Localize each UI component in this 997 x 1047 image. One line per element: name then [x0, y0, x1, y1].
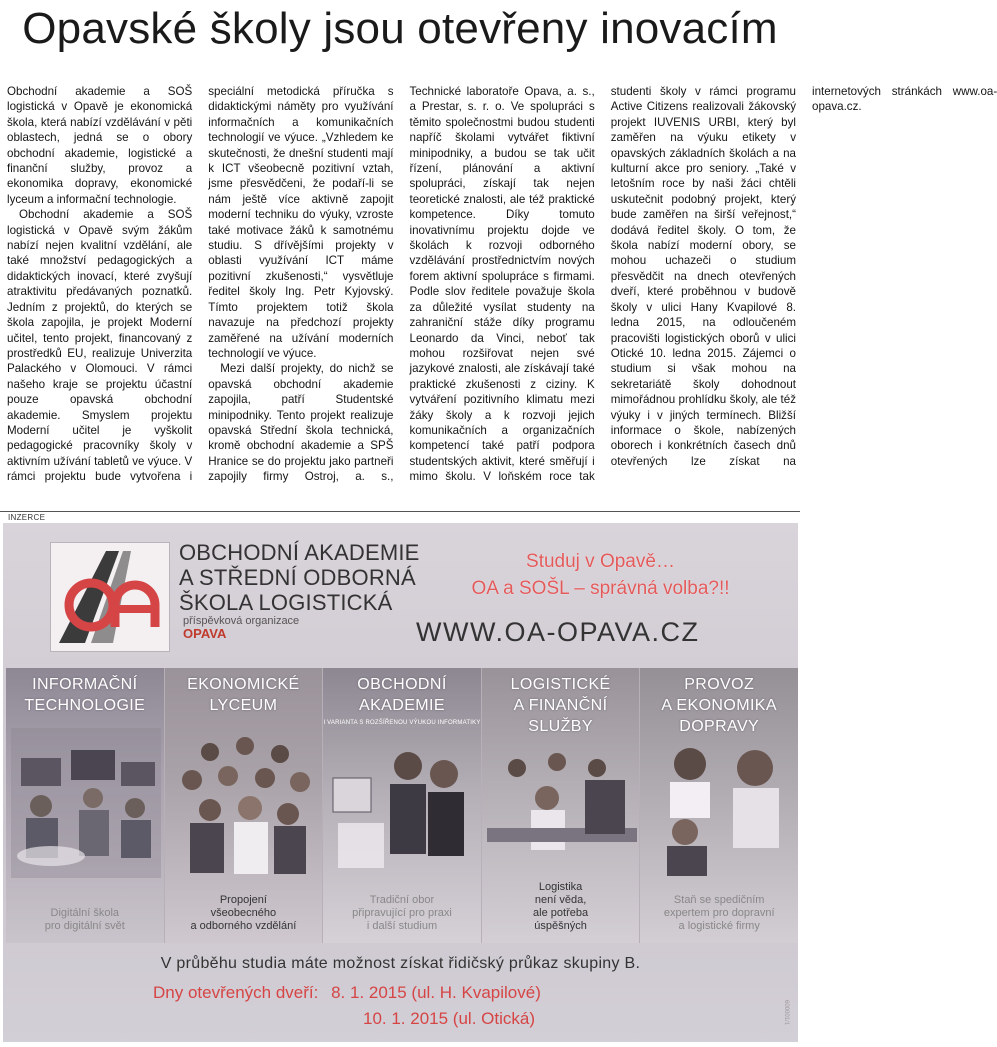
program-title: [165, 674, 323, 716]
program-caption-line: a logistické firmy: [678, 920, 760, 932]
program-caption-line: Digitální škola: [50, 907, 120, 919]
program-caption-line: i další studium: [366, 920, 438, 932]
program-caption: [167, 894, 321, 933]
program-panel-it: [6, 668, 165, 943]
article-body: [7, 84, 997, 496]
program-caption-line: Staň se spedičním: [673, 894, 765, 906]
program-caption: [642, 894, 796, 933]
program-caption: [8, 907, 162, 933]
students-group-photo: [170, 728, 320, 878]
open-days-label: Dny otevřených dveří:: [153, 983, 319, 1002]
program-panel-business-academy: [323, 668, 482, 943]
ad-label: INZERCE: [8, 513, 46, 522]
program-title-line: A EKONOMIKA: [661, 697, 777, 714]
program-title-line: LOGISTICKÉ: [510, 676, 611, 693]
slogan-line: OA a SOŠL – správná volba?!!: [471, 578, 730, 599]
open-days: [153, 983, 541, 1003]
oa-logo-icon: [51, 543, 169, 651]
study-programs: [6, 668, 798, 943]
article-paragraph: Mezi další projekty, do nichž se opavská obchodní akademie zapojila, patří Studentské minipodniky. Tento projekt realizuje opavská Střední škola technická, kromě obchodní akademie a SPŠ Hranice se do projektu jako partneři zapojily firmy Ostroj, a. s., Technické laboratoře Opava, a. s., a Prestar, s. r. o. Ve spolupráci s těmito společnostmi budou studenti napříč školami vytvářet fiktivní minipodniky, a budou se tak učit řízení, plánování a aktivní spolupráci, získají tak nejen teoretické znalosti, ale též praktické kompetence. Díky tomuto inovativnímu projektu dojde ve školách k rozvoji odborného vzdělávání prostřednictvím nových forem aktivní spolupráce s firmami. Podle slov ředitele považuje škola za důležité vysílat studenty na zahraniční stáže díky programu Leonardo da Vinci, neboť tak mohou rozšiřovat nejen své jazykové znalosti, ale získávají také praktické zkušenosti z ciziny. K vytváření pozitivního klimatu mezi žáky školy a k rozvoji jejich komunikačních a organizačních kompetencí také patří podpora studentských aktivit, které směřují i mimo školu. V loňském roce tak studenti školy v rámci programu Active Citizens realizovali žákovský projekt IUVENIS URBI, který byl zaměřen na výuku etikety v opavských základních školách a na kulturní akce pro seniory. „Také v letošním roce by naši žáci chtěli uskutečnit podobný projekt, který bude zaměřen na širší veřejnost,“ dodává ředitel školy. O tom, že škola nabízí moderní obory, se mohou uchazeči o studium přesvědčit na dnech otevřených dveří, které proběhnou v budově školy v ulici Hany Kvapilové 8. ledna 2015, na odloučeném pracovišti logistických oborů v ulici Otické 10. ledna 2015. Zájemci o studium si však mohou na sekretariátě školy dohodnout mimořádnou prohlídku školy, ale též výuky i v jiných termínech. Bližší informace o škole, nabízených oborech i konkrétních časech dnů otevřených lze získat na internetových stránkách www.oa-opava.cz.: [208, 85, 997, 484]
program-caption-line: není věda,: [534, 894, 587, 906]
program-panel-logistics: [482, 668, 641, 943]
slogan: [403, 548, 798, 602]
print-code: 600001/1: [783, 1000, 789, 1026]
program-caption-line: úspěšných: [534, 920, 587, 932]
driving-licence-note: V průběhu studia máte možnost získat řidičský průkaz skupiny B.: [160, 955, 641, 972]
program-caption-line: expertem pro dopravní: [663, 907, 775, 919]
program-subtitle: I VARIANTA S ROZŠÍŘENOU VÝUKOU INFORMATIKY: [323, 720, 481, 726]
school-name: [179, 540, 420, 615]
open-day-date: 8. 1. 2015 (ul. H. Kvapilové): [331, 983, 541, 1002]
headline: Opavské školy jsou otevřeny inovacím: [22, 4, 778, 53]
program-title-line: SLUŽBY: [528, 718, 593, 735]
program-title: [6, 674, 164, 716]
classroom-photo: [11, 728, 161, 878]
program-caption-line: ale potřeba: [533, 907, 589, 919]
school-name-line: OBCHODNÍ AKADEMIE: [179, 540, 420, 565]
school-subtitle: příspěvková organizace: [183, 615, 300, 627]
program-title-line: DOPRAVY: [679, 718, 760, 735]
program-caption-line: pro digitální svět: [44, 920, 125, 932]
students-computer-photo: [328, 728, 478, 878]
program-caption-line: Propojení: [219, 894, 267, 906]
program-caption-line: Logistika: [538, 881, 583, 893]
program-title-line: LYCEUM: [209, 697, 278, 714]
article-paragraph: Obchodní akademie a SOŠ logistická v Opavě svým žákům nabízí nejen kvalitní vzdělání, ale také množství pedagogických a didaktických inovací, které zvyšují atraktivitu předávaných poznatků. Jedním z projektů, do kterých se škola zapojila, je projekt Moderní učitel, tento projekt, financovaný z prostředků EU, realizuje Univerzita Palackého v Olomouci. V rámci našeho kraje se projektu účastní pouze opavská obchodní akademie. Smyslem projektu Moderní učitel je vyškolit pedagogické pracovníky školy v aktivním užívání tabletů ve výuce. V rámci projektu bude vytvořena i speciální metodická příručka s didaktickými náměty pro využívání informačních a komunikačních technologií ve výuce. „Vzhledem ke skutečnosti, že dnešní studenti mají k ICT všeobecně pozitivní vztah, jsme přesvědčeni, že podaří-li se nám ještě více aktivně zapojit moderní techniku do výuky, vzroste také motivace žáků k samotnému studiu. S dřívějšími projekty v oblasti využívání ICT máme pozitivní zkušenosti,“ vysvětluje ředitel školy Ing. Petr Kyjovský. Tímto projektem totiž škola navazuje na předchozí projekty zaměřené na užívání moderních technologií ve výuce.: [7, 85, 394, 484]
program-caption-line: a odborného vzdělání: [190, 920, 297, 932]
school-name-line: A STŘEDNÍ ODBORNÁ: [179, 565, 416, 590]
ad-divider: [0, 511, 800, 512]
program-caption-line: Tradiční obor: [369, 894, 435, 906]
program-title-line: PROVOZ: [684, 676, 755, 693]
program-caption: [325, 894, 479, 933]
program-title-line: OBCHODNÍ: [357, 676, 447, 693]
program-caption: [484, 881, 638, 933]
students-class-photo: [487, 728, 637, 878]
program-title: [323, 674, 481, 716]
program-panel-lyceum: [165, 668, 324, 943]
program-title-line: AKADEMIE: [359, 697, 445, 714]
program-panel-transport: [640, 668, 798, 943]
program-title-line: A FINANČNÍ: [513, 697, 608, 714]
website-link[interactable]: WWW.OA-OPAVA.CZ: [416, 617, 700, 647]
students-portrait-photo: [645, 728, 795, 878]
program-title-line: INFORMAČNÍ: [32, 676, 138, 693]
advertisement: [3, 523, 798, 1042]
school-logo: [50, 542, 170, 652]
slogan-line: Studuj v Opavě…: [526, 551, 675, 572]
school-city: OPAVA: [183, 626, 227, 641]
program-title-line: TECHNOLOGIE: [24, 697, 146, 714]
program-caption-line: připravující pro praxi: [352, 907, 452, 919]
program-caption-line: všeobecného: [210, 907, 277, 919]
open-day-date: 10. 1. 2015 (ul. Otická): [363, 1009, 535, 1028]
article-paragraph: Obchodní akademie a SOŠ logistická v Opavě je ekonomická škola, která nabízí vzdělávání v pěti oblastech, jedná se o obory obchodní akademie, logistické a finanční služby, provoz a ekonomika dopravy, ekonomické lyceum a informační technologie.: [7, 85, 193, 206]
program-title-line: EKONOMICKÉ: [187, 676, 300, 693]
school-name-line: ŠKOLA LOGISTICKÁ: [179, 590, 393, 615]
